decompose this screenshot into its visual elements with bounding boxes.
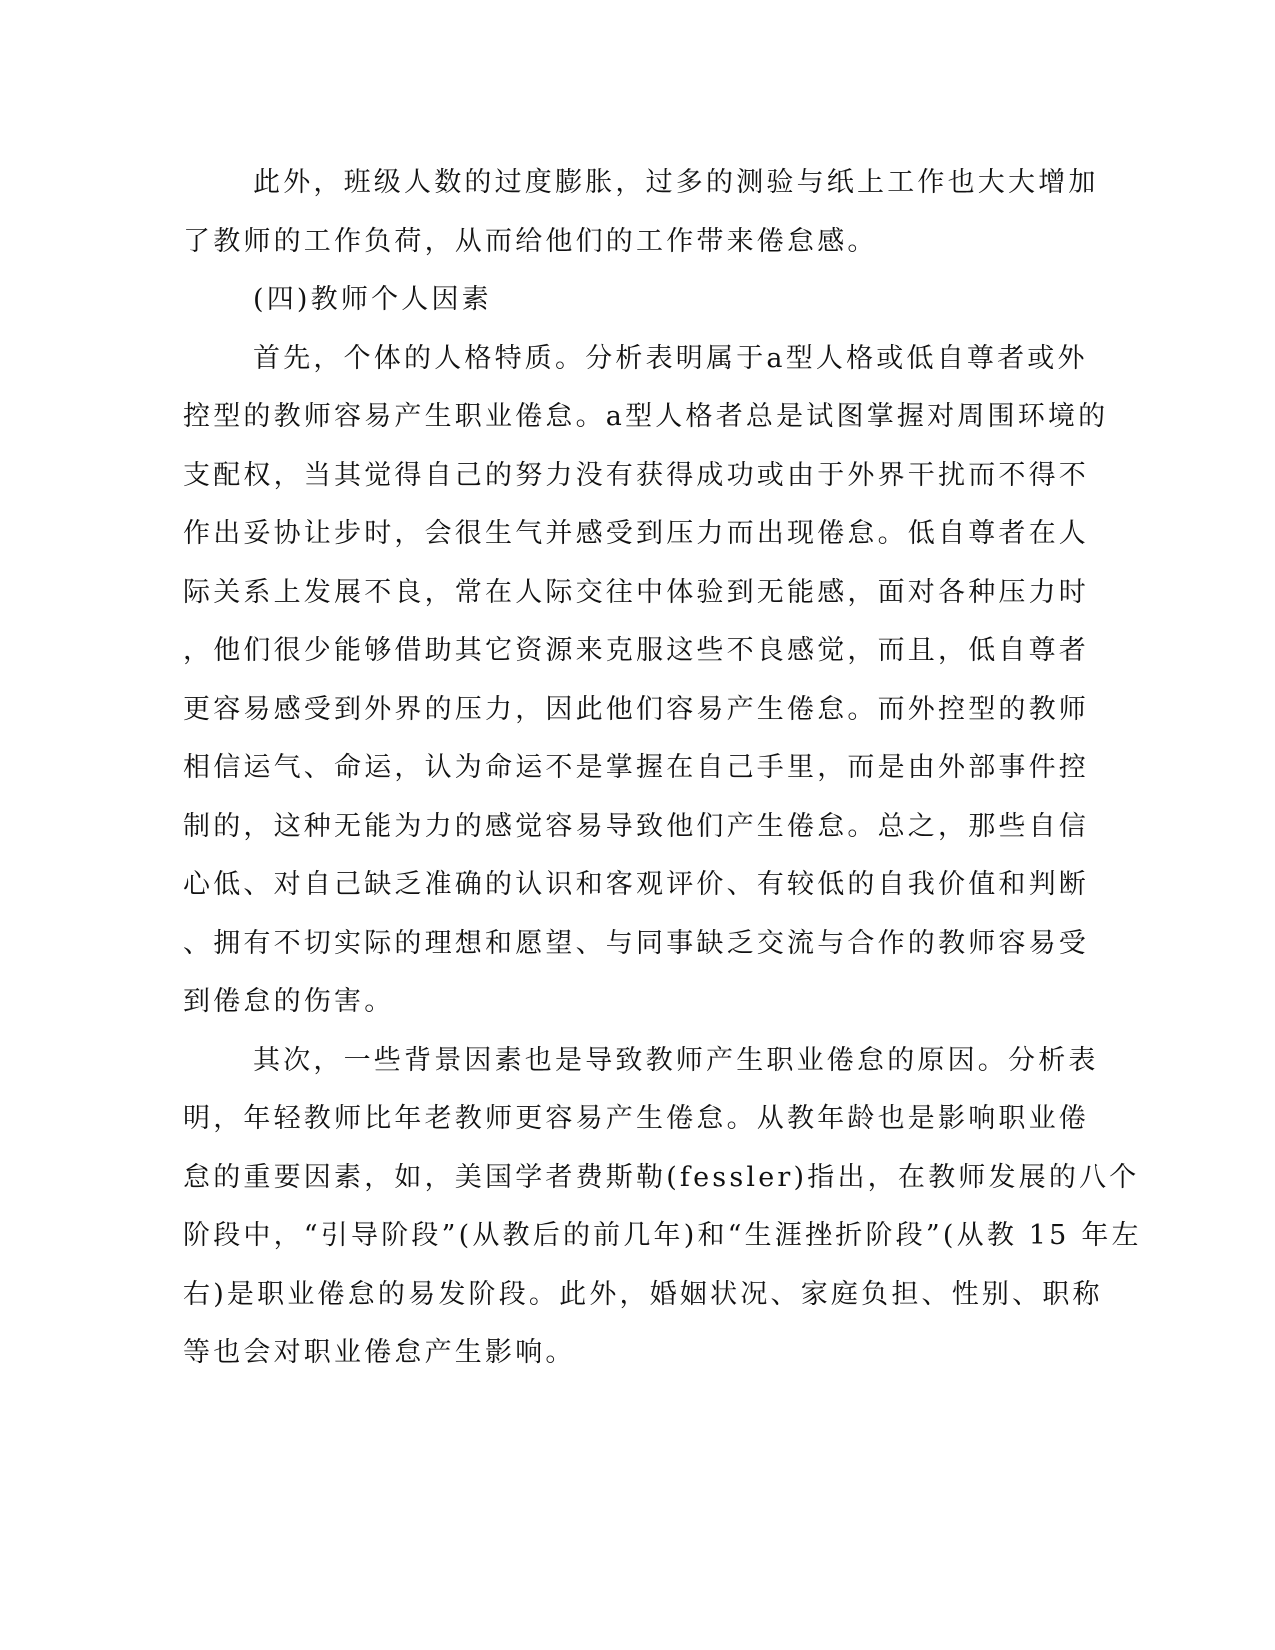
paragraph bbox=[183, 154, 1099, 271]
text-line: 此外，班级人数的过度膨胀，过多的测验与纸上工作也大大增加 bbox=[253, 167, 1099, 198]
text-line: 怠的重要因素，如，美国学者费斯勒(fessler)指出，在教师发展的八个 bbox=[183, 1161, 1140, 1193]
text-line: ，他们很少能够借助其它资源来克服这些不良感觉，而且，低自尊者 bbox=[183, 635, 1089, 666]
heading-text: (四)教师个人因素 bbox=[253, 284, 492, 315]
text-line: 了教师的工作负荷，从而给他们的工作带来倦怠感。 bbox=[183, 225, 878, 257]
text-line: 心低、对自己缺乏准确的认识和客观评价、有较低的自我价值和判断 bbox=[183, 869, 1089, 900]
text-line: 首先，个体的人格特质。分析表明属于a型人格或低自尊者或外 bbox=[253, 342, 1088, 374]
text-line: 控型的教师容易产生职业倦怠。a型人格者总是试图掌握对周围环境的 bbox=[183, 401, 1109, 432]
text-line: 相信运气、命运，认为命运不是掌握在自己手里，而是由外部事件控 bbox=[183, 752, 1089, 783]
text-line: 右)是职业倦怠的易发阶段。此外，婚姻状况、家庭负担、性别、职称 bbox=[183, 1278, 1103, 1310]
text-line: 到倦怠的伤害。 bbox=[183, 986, 395, 1017]
section-heading bbox=[183, 271, 1028, 330]
text-line: 支配权，当其觉得自己的努力没有获得成功或由于外界干扰而不得不 bbox=[183, 459, 1089, 491]
text-line: 阶段中，“引导阶段”(从教后的前几年)和“生涯挫折阶段”(从教 15 年左 bbox=[183, 1220, 1142, 1251]
text-line: 更容易感受到外界的压力，因此他们容易产生倦怠。而外控型的教师 bbox=[183, 693, 1089, 725]
text-line: 明，年轻教师比年老教师更容易产生倦怠。从教年龄也是影响职业倦 bbox=[183, 1103, 1089, 1134]
text-line: 等也会对职业倦怠产生影响。 bbox=[183, 1337, 576, 1368]
text-line: 制的，这种无能为力的感觉容易导致他们产生倦怠。总之，那些自信 bbox=[183, 810, 1089, 842]
text-line: 作出妥协让步时，会很生气并感受到压力而出现倦怠。低自尊者在人 bbox=[183, 518, 1089, 549]
text-line: 、拥有不切实际的理想和愿望、与同事缺乏交流与合作的教师容易受 bbox=[183, 927, 1089, 959]
paragraph bbox=[183, 330, 1109, 1032]
paragraph bbox=[183, 1032, 1142, 1383]
document-body bbox=[183, 154, 1142, 1383]
text-line: 其次，一些背景因素也是导致教师产生职业倦怠的原因。分析表 bbox=[253, 1044, 1099, 1076]
text-line: 际关系上发展不良，常在人际交往中体验到无能感，面对各种压力时 bbox=[183, 576, 1089, 608]
